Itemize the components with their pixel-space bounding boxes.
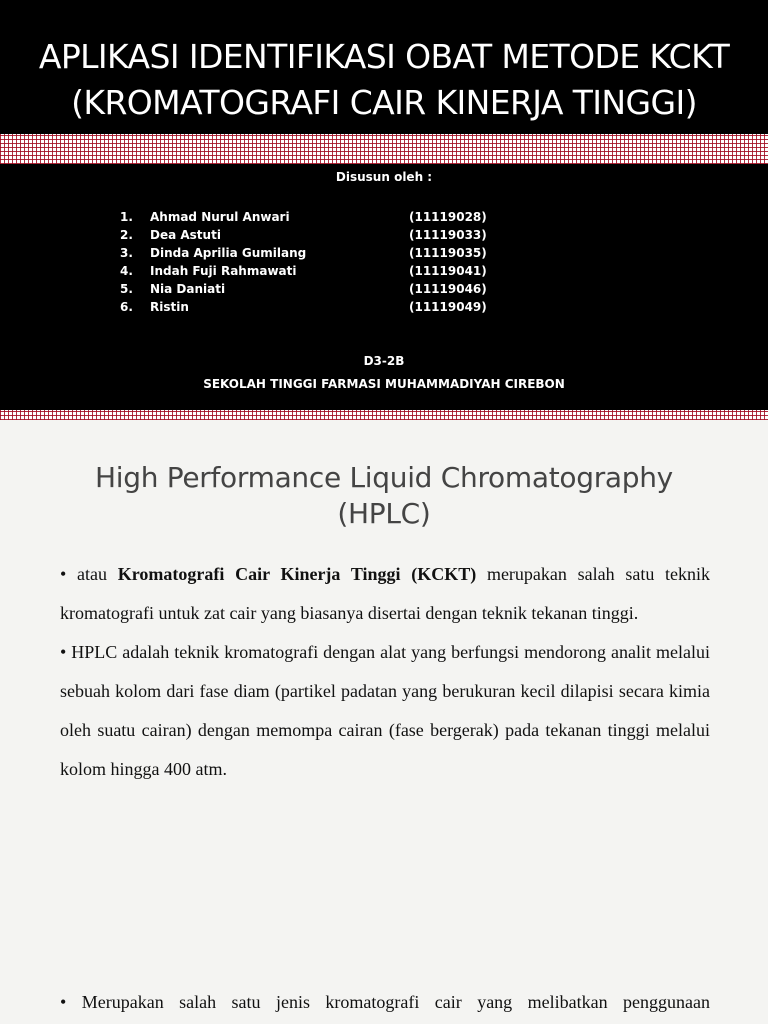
bullet-1-bold: Kromatografi Cair Kinerja Tinggi (KCKT) — [117, 564, 477, 584]
bullet-list — [60, 555, 710, 789]
member-item — [0, 246, 768, 264]
section-title — [0, 460, 768, 532]
member-name: Indah Fuji Rahmawati — [150, 264, 297, 278]
section-title-line-1: High Performance Liquid Chromatography — [95, 461, 673, 494]
by-label: Disusun oleh : — [335, 170, 433, 184]
slide-title-line-1: APLIKASI IDENTIFIKASI OBAT METODE KCKT — [38, 37, 730, 76]
bullet-3: • Merupakan salah satu jenis kromatografi cair yang melibatkan penggunaan — [60, 992, 710, 1012]
bullet-1 — [60, 555, 710, 633]
member-item — [0, 282, 768, 300]
member-name: Nia Daniati — [150, 282, 226, 296]
member-id: (11119028) — [409, 210, 487, 224]
member-id: (11119035) — [409, 246, 487, 260]
member-number: 3. — [120, 246, 133, 260]
decorative-hatch-band — [0, 134, 768, 164]
member-id: (11119046) — [409, 282, 487, 296]
class-label: D3-2B — [363, 354, 405, 368]
member-number: 5. — [120, 282, 133, 296]
member-name: Dea Astuti — [150, 228, 221, 242]
member-item — [0, 300, 768, 318]
slide-title-line-2: (KROMATOGRAFI CAIR KINERJA TINGGI) — [71, 83, 697, 122]
title-band — [0, 0, 768, 134]
member-number: 6. — [120, 300, 133, 314]
member-number: 4. — [120, 264, 133, 278]
member-number: 2. — [120, 228, 133, 242]
bullet-1-rest: merupakan salah satu teknik kromatografi untuk zat cair yang biasanya disertai dengan teknik tekanan tinggi. — [60, 564, 711, 623]
member-name: Ahmad Nurul Anwari — [150, 210, 290, 224]
decorative-hatch-band-bottom — [0, 410, 768, 420]
section-title-line-2: (HPLC) — [337, 497, 431, 530]
school-name: SEKOLAH TINGGI FARMASI MUHAMMADIYAH CIREBON — [203, 377, 565, 391]
author-info — [0, 164, 768, 410]
content-slide — [0, 420, 768, 1024]
member-name: Ristin — [150, 300, 189, 314]
member-id: (11119041) — [409, 264, 487, 278]
member-id: (11119033) — [409, 228, 487, 242]
member-item — [0, 228, 768, 246]
member-list — [0, 210, 768, 318]
member-item — [0, 264, 768, 282]
member-item — [0, 210, 768, 228]
bullet-1-prefix: • atau — [60, 564, 118, 584]
bullet-2: • HPLC adalah teknik kromatografi dengan alat yang berfungsi mendorong analit melalui sebuah kolom dari fase diam (partikel padatan yang berukuran kecil dilapisi secara kimia oleh suatu cairan) dengan memompa cairan (fase bergerak) pada tekanan tinggi melalui kolom hingga 400 atm. — [60, 642, 710, 779]
member-id: (11119049) — [409, 300, 487, 314]
member-name: Dinda Aprilia Gumilang — [150, 246, 307, 260]
title-slide — [0, 0, 768, 418]
member-number: 1. — [120, 210, 133, 224]
